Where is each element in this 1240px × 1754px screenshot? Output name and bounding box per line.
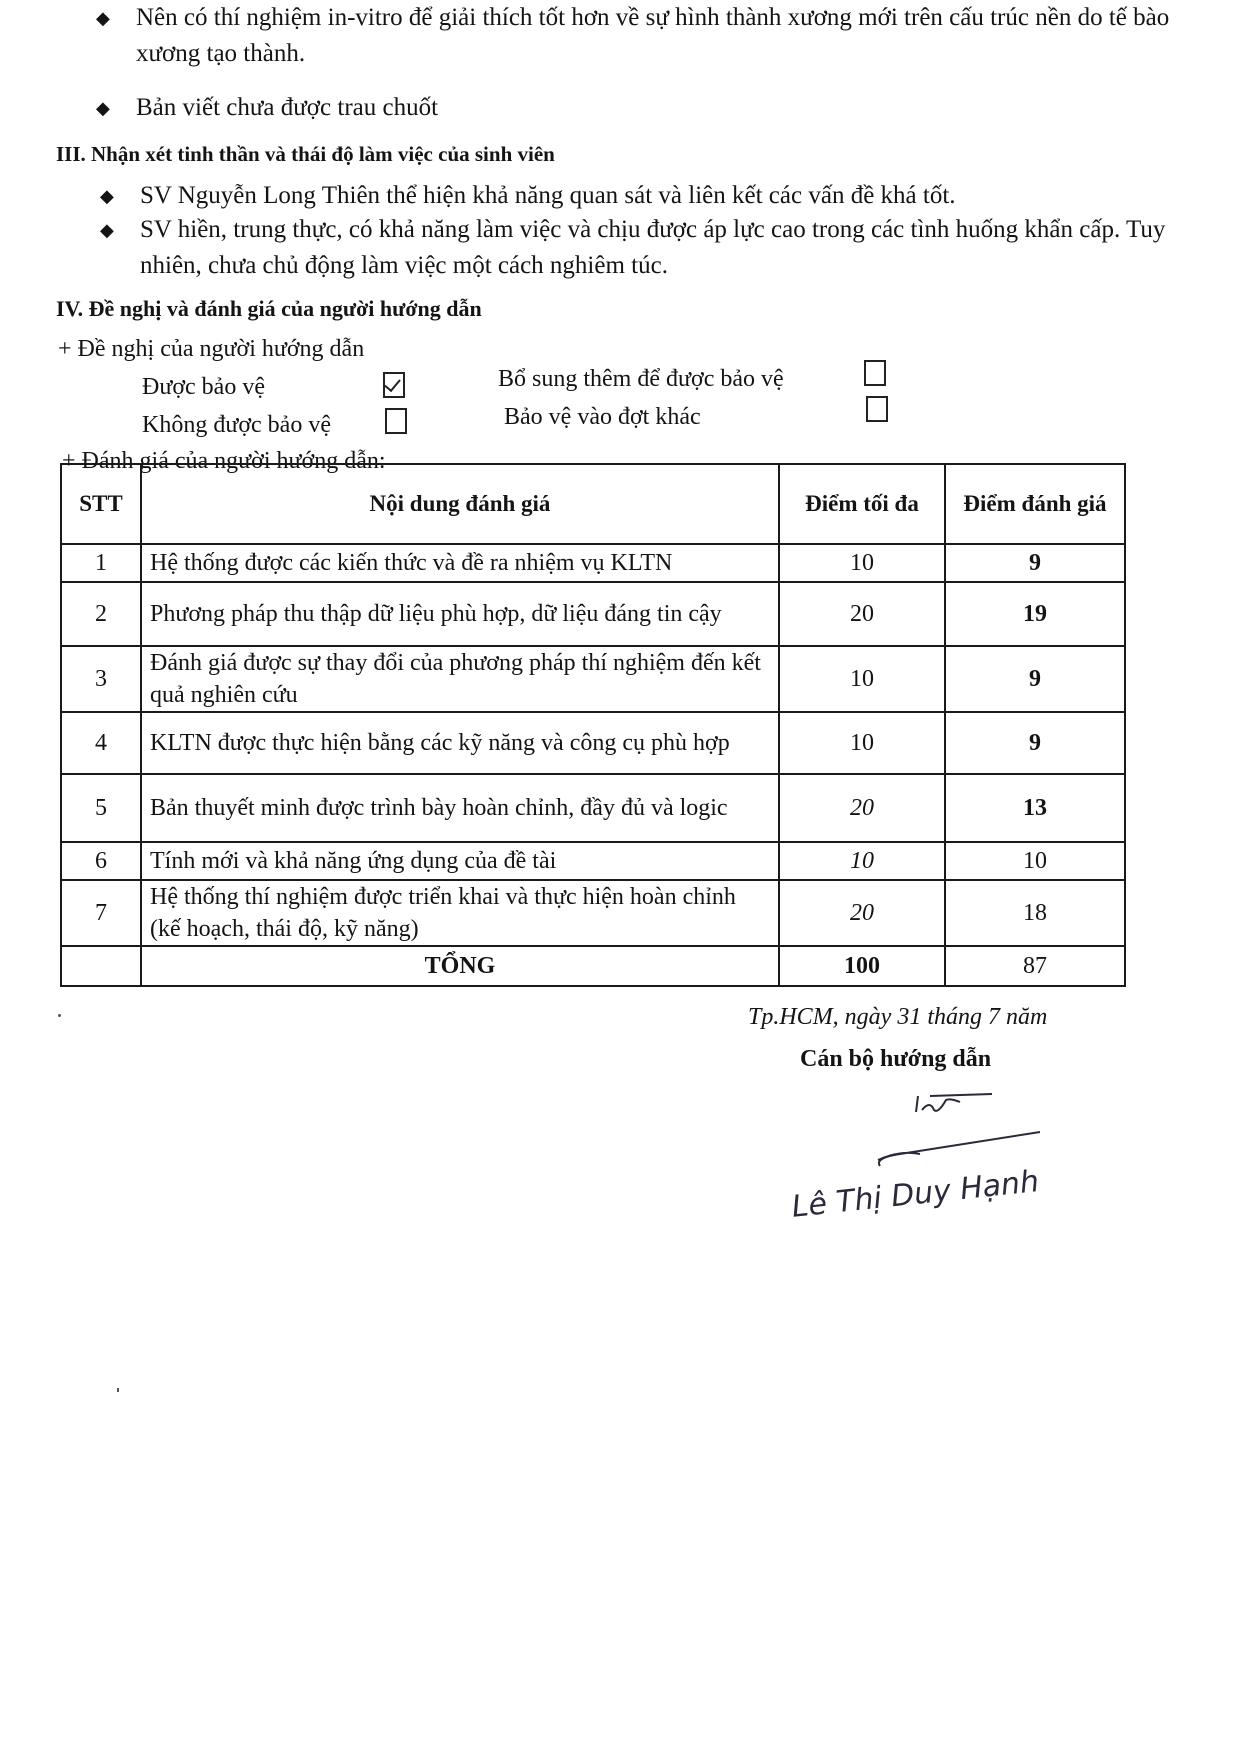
table-row: [61, 646, 1125, 712]
header-score: Điểm đánh giá: [945, 464, 1125, 544]
table-row: [61, 712, 1125, 774]
row-max: 20: [779, 582, 945, 646]
comment-bullet-writing: [96, 90, 1176, 126]
row-stt: 5: [61, 774, 141, 842]
comment-bullet-invitro: [96, 0, 1176, 72]
signature-mark: [860, 1080, 1060, 1170]
row-score: 9: [945, 646, 1125, 712]
total-label: TỔNG: [141, 946, 779, 986]
section-4-heading: IV. Đề nghị và đánh giá của người hướng dẫn: [56, 296, 482, 321]
row-score: 18: [945, 880, 1125, 946]
checkbox-other-round[interactable]: [866, 396, 888, 422]
row-content: Phương pháp thu thập dữ liệu phù hợp, dữ liệu đáng tin cậy: [141, 582, 779, 646]
table-row: [61, 544, 1125, 582]
table-header-row: [61, 464, 1125, 544]
table-row: [61, 582, 1125, 646]
row-content: Tính mới và khả năng ứng dụng của đề tài: [141, 842, 779, 880]
row-score: 19: [945, 582, 1125, 646]
header-content: Nội dung đánh giá: [141, 464, 779, 544]
proposal-label: + Đề nghị của người hướng dẫn: [58, 336, 365, 362]
option-label-not-defend: Không được bảo vệ: [142, 412, 331, 438]
section-3-bullet-1: [100, 178, 1180, 214]
bullet-icon: ◆: [100, 186, 114, 206]
table-row: [61, 880, 1125, 946]
row-score: 9: [945, 544, 1125, 582]
table-row: [61, 842, 1125, 880]
option-label-supplement: Bổ sung thêm để được bảo vệ: [498, 366, 784, 392]
evaluation-table: [60, 463, 1126, 987]
row-max: 10: [779, 842, 945, 880]
row-score: 13: [945, 774, 1125, 842]
header-max: Điểm tối đa: [779, 464, 945, 544]
row-max: 20: [779, 774, 945, 842]
bullet-icon: ◆: [100, 220, 114, 240]
bullet-icon: ◆: [96, 8, 110, 28]
row-max: 20: [779, 880, 945, 946]
signer-title: Cán bộ hướng dẫn: [800, 1046, 992, 1072]
row-stt: 7: [61, 880, 141, 946]
row-stt: 2: [61, 582, 141, 646]
date-line: Tp.HCM, ngày 31 tháng 7 năm: [748, 1004, 1048, 1030]
signer-name: Lê Thị Duy Hạnh: [790, 1164, 1041, 1225]
row-stt: 3: [61, 646, 141, 712]
checkbox-not-defend[interactable]: [385, 408, 407, 434]
row-content: Hệ thống được các kiến thức và đề ra nhiệm vụ KLTN: [141, 544, 779, 582]
scan-speck: [58, 1014, 61, 1017]
table-row: [61, 774, 1125, 842]
total-score: 87: [945, 946, 1125, 986]
row-stt: 6: [61, 842, 141, 880]
row-max: 10: [779, 544, 945, 582]
header-stt: STT: [61, 464, 141, 544]
total-max: 100: [779, 946, 945, 986]
option-label-defend: Được bảo vệ: [142, 374, 265, 400]
section-3-heading: III. Nhận xét tinh thần và thái độ làm việc của sinh viên: [56, 142, 555, 166]
evaluation-label: + Đánh giá của người hướng dẫn:: [62, 448, 386, 474]
row-content: Hệ thống thí nghiệm được triển khai và thực hiện hoàn chỉnh (kế hoạch, thái độ, kỹ năng): [141, 880, 779, 946]
row-content: Bản thuyết minh được trình bày hoàn chỉnh, đầy đủ và logic: [141, 774, 779, 842]
row-content: Đánh giá được sự thay đổi của phương pháp thí nghiệm đến kết quả nghiên cứu: [141, 646, 779, 712]
comment-text: SV hiền, trung thực, có khả năng làm việc và chịu được áp lực cao trong các tình huống khẩn cấp. Tuy nhiên, chưa chủ động làm việc một cách nghiêm túc.: [140, 216, 1166, 279]
bullet-icon: ◆: [96, 98, 110, 118]
row-score: 9: [945, 712, 1125, 774]
option-label-other-round: Bảo vệ vào đợt khác: [504, 404, 701, 430]
row-max: 10: [779, 712, 945, 774]
total-stt-empty: [61, 946, 141, 986]
checkbox-defend[interactable]: [383, 372, 405, 398]
scan-speck: [117, 1388, 119, 1392]
comment-text: Bản viết chưa được trau chuốt: [136, 94, 439, 121]
row-max: 10: [779, 646, 945, 712]
section-3-bullet-2: [100, 212, 1180, 284]
row-content: KLTN được thực hiện bằng các kỹ năng và công cụ phù hợp: [141, 712, 779, 774]
row-score: 10: [945, 842, 1125, 880]
row-stt: 1: [61, 544, 141, 582]
table-total-row: [61, 946, 1125, 986]
row-stt: 4: [61, 712, 141, 774]
comment-text: Nên có thí nghiệm in-vitro để giải thích tốt hơn về sự hình thành xương mới trên cấu trúc nền do tế bào xương tạo thành.: [136, 4, 1170, 67]
comment-text: SV Nguyễn Long Thiên thể hiện khả năng quan sát và liên kết các vấn đề khá tốt.: [140, 182, 956, 209]
checkbox-supplement[interactable]: [864, 360, 886, 386]
